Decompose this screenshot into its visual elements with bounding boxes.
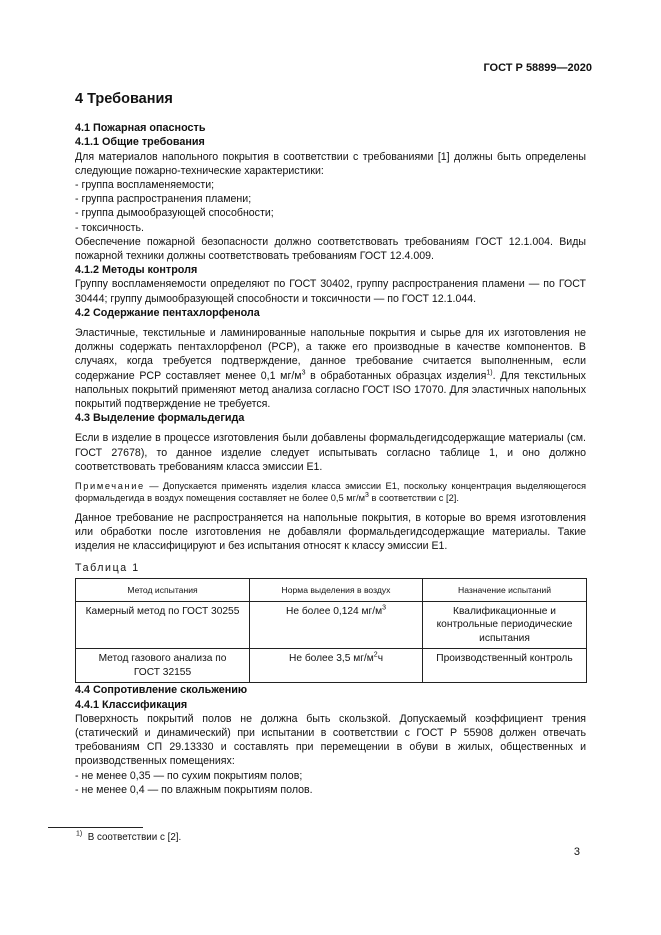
table-cell-purpose: Квалификационные и контрольные периодические испытания xyxy=(423,601,587,649)
section-title: 4 Требования xyxy=(75,91,173,107)
table-caption: Таблица 1 xyxy=(75,561,140,574)
table-cell-method: Метод газового анализа по ГОСТ 32155 xyxy=(76,649,250,683)
subsection-title-4-3: 4.3 Выделение формальдегида xyxy=(75,412,245,425)
note xyxy=(75,480,586,505)
note-text-b: в соответствии с [2]. xyxy=(368,493,459,504)
subsection-title-4-2: 4.2 Содержание пентахлорфенола xyxy=(75,306,260,319)
table-header-cell: Метод испытания xyxy=(76,578,250,601)
clause-title-4-1-1: 4.1.1 Общие требования xyxy=(75,136,205,149)
list-item: - группа распространения пламени; xyxy=(75,193,252,206)
norm-value: Не более 3,5 мг/м xyxy=(288,653,374,665)
fire-characteristics-list xyxy=(75,178,586,235)
paragraph-fire-safety: Обеспечение пожарной безопасности должно соответствовать требованиям ГОСТ 12.1.004. Виды пожарной техники должны соответствовать требованиям ГОСТ 12.4.009. xyxy=(75,235,586,263)
list-item: - группа дымообразующей способности; xyxy=(75,207,274,220)
superscript: 3 xyxy=(364,492,369,500)
paragraph-4-4-1: Поверхность покрытий полов не должна быть скользкой. Допускаемый коэффициент трения (статический и динамический) при испытании в соответствии с ГОСТ Р 55908 должен отвечать требованиям СП 29.13330 и составлять при перемещении в обуви в жилых, общественных и производственных помещениях: xyxy=(75,712,586,768)
page-content xyxy=(75,92,586,797)
paragraph-4-2 xyxy=(75,326,586,411)
footnote-divider xyxy=(48,827,143,828)
list-item: - токсичность. xyxy=(75,221,144,234)
superscript: 3 xyxy=(382,604,387,612)
list-item: - группа воспламеняемости; xyxy=(75,179,215,192)
friction-list xyxy=(75,769,586,797)
footnote-reference: 1) xyxy=(486,369,493,377)
note-label: Примечание xyxy=(75,481,145,492)
table-cell-norm xyxy=(250,601,423,649)
footnote-mark: 1) xyxy=(76,830,83,838)
table-row xyxy=(76,601,587,649)
paragraph-4-3: Если в изделие в процессе изготовления были добавлены формальдегидсодержащие материалы (см. ГОСТ 27678), то данное изделие следует испытывать согласно таблице 1, и оно должно соответствовать требованиям класса эмиссии Е1. xyxy=(75,432,586,473)
table-1 xyxy=(75,578,587,684)
superscript: 3 xyxy=(301,369,306,377)
norm-unit-tail: ч xyxy=(377,653,383,665)
note-text-a: — Допускается применять изделия класса эмиссии Е1, поскольку концентрация выделяющегося формальдегида в воздух помещения составляет не более 0,5 мг/м xyxy=(75,481,586,504)
paragraph-4-1-2: Группу воспламеняемости определяют по ГОСТ 30402, группу распространения пламени — по ГОСТ 30444; группу дымообразующей способности и токсичности — по ГОСТ 12.1.044. xyxy=(75,278,586,305)
table-header-cell: Назначение испытаний xyxy=(423,578,587,601)
table-header-cell: Норма выделения в воздух xyxy=(250,578,423,601)
clause-title-4-1-2: 4.1.2 Методы контроля xyxy=(75,264,198,277)
page-number: 3 xyxy=(573,846,580,858)
norm-value: Не более 0,124 мг/м xyxy=(285,605,383,617)
footnote xyxy=(76,832,181,843)
table-cell-method: Камерный метод по ГОСТ 30255 xyxy=(76,601,250,649)
subsection-title-4-4: 4.4 Сопротивление скольжению xyxy=(75,684,248,697)
list-item: - не менее 0,4 — по влажным покрытиям полов. xyxy=(75,783,313,796)
table-cell-purpose: Производственный контроль xyxy=(423,649,587,683)
clause-title-4-4-1: 4.4.1 Классификация xyxy=(75,698,188,711)
paragraph-4-2-text-a: Эластичные, текстильные и ламинированные напольные покрытия и сырье для их изготовления не должны содержать пентахлорфенол (РСР), а также его производные в качестве компонентов. В случаях, когда требуется подтверждение, данное требование считается выполненным, если содержание PCP составляет менее 0,1 мг/м xyxy=(75,327,586,382)
table-row xyxy=(76,649,587,683)
paragraph-4-2-text-b: в обработанных образцах изделия xyxy=(305,369,487,382)
subsection-title-4-1: 4.1 Пожарная опасность xyxy=(75,122,206,135)
paragraph-4-3-exception: Данное требование не распространяется на напольные покрытия, в которые во время изготовления или обработки после изготовления не добавляли формальдегидсодержащие материалы. Такие изделия не классифицируют и без испытания относят к классу эмиссии Е1. xyxy=(75,511,586,553)
table-cell-norm xyxy=(250,649,423,683)
paragraph-4-1-1: Для материалов напольного покрытия в соответствии с требованиями [1] должны быть определены следующие пожарно-технические характеристики: xyxy=(75,150,586,177)
list-item: - не менее 0,35 — по сухим покрытиям полов; xyxy=(75,769,303,782)
footnote-text: В соответствии с [2]. xyxy=(87,832,182,843)
document-code: ГОСТ Р 58899—2020 xyxy=(483,62,592,74)
paragraph-4-2-text-c: . Для текстильных напольных покрытий применяют метод анализа согласно ГОСТ ISO 17070. Для эластичных напольных покрытий подтверждение не требуется. xyxy=(75,369,586,411)
superscript: 2 xyxy=(373,652,378,660)
table-header-row xyxy=(76,578,587,601)
